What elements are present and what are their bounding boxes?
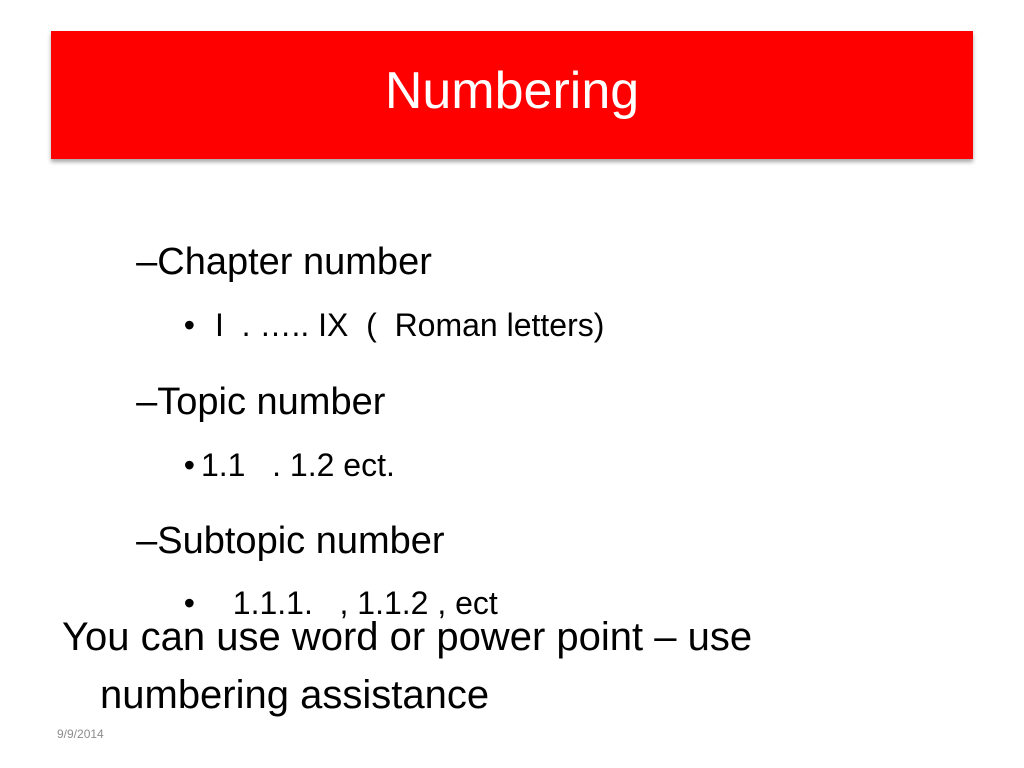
bullet-marker: • (183, 447, 195, 483)
sub-list-item-topic (166, 408, 395, 484)
sub-list-item-subtopic (166, 546, 498, 622)
list-item-text: Chapter number (157, 241, 432, 283)
slide-title: Numbering (384, 62, 640, 120)
slide-date: 9/9/2014 (57, 727, 104, 741)
sub-list-item-text: 1.1 . 1.2 ect. (200, 447, 395, 483)
body-text-line-2: numbering assistance (100, 673, 490, 717)
slide-title-bar (51, 31, 973, 159)
list-item-text: Subtopic number (157, 520, 445, 562)
bullet-marker: • (183, 585, 195, 621)
body-text-line-1: You can use word or power point – use (62, 615, 753, 659)
sub-list-item-text: 1.1.1. , 1.1.2 , ect (214, 585, 498, 621)
bullet-marker: • (183, 307, 195, 343)
list-item-text: Topic number (157, 381, 386, 423)
dash-marker: – (136, 241, 158, 283)
sub-list-item-roman (166, 268, 604, 344)
sub-list-item-text: I . ….. IX ( Roman letters) (214, 307, 605, 343)
dash-marker: – (136, 381, 158, 423)
dash-marker: – (136, 520, 158, 562)
